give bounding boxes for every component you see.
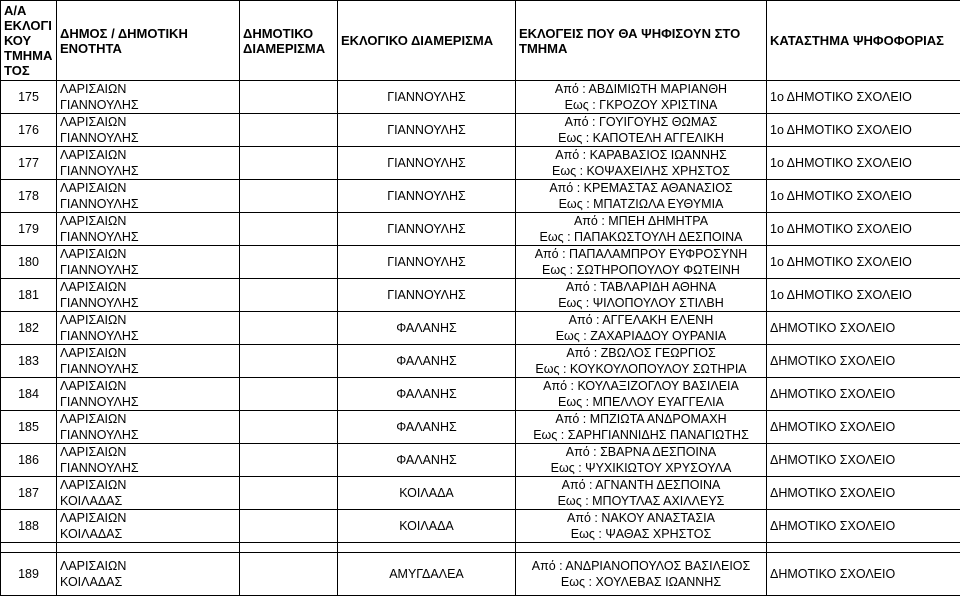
polling-station-cell: ΔΗΜΟΤΙΚΟ ΣΧΟΛΕΙΟ [767, 411, 960, 444]
polling-station-cell: ΔΗΜΟΤΙΚΟ ΣΧΟΛΕΙΟ [767, 444, 960, 477]
voters-to: Εως : ΜΠΑΤΖΙΩΛΑ ΕΥΘΥΜΙΑ [519, 196, 763, 212]
voters-from: Από : ΝΑΚΟΥ ΑΝΑΣΤΑΣΙΑ [519, 510, 763, 526]
municipality-name: ΛΑΡΙΣΑΙΩΝ [60, 558, 236, 574]
polling-station-cell: 1ο ΔΗΜΟΤΙΚΟ ΣΧΟΛΕΙΟ [767, 147, 960, 180]
voters-cell [516, 246, 767, 279]
municipal-district-cell [240, 114, 338, 147]
table-body [1, 81, 960, 543]
section-number: 184 [1, 378, 57, 411]
municipality-name: ΛΑΡΙΣΑΙΩΝ [60, 114, 236, 130]
voters-cell [516, 213, 767, 246]
municipal-district-cell [240, 444, 338, 477]
voters-from: Από : ΑΓΝΑΝΤΗ ΔΕΣΠΟΙΝΑ [519, 477, 763, 493]
municipal-district-cell [240, 180, 338, 213]
table-row [1, 147, 960, 180]
municipality-cell [57, 444, 240, 477]
header-aa [1, 1, 57, 81]
table-row [1, 444, 960, 477]
electoral-district-cell: ΦΑΛΑΝΗΣ [338, 411, 516, 444]
voters-cell [516, 411, 767, 444]
section-number: 183 [1, 345, 57, 378]
header-voters-line: ΤΜΗΜΑ [519, 41, 763, 56]
municipality-cell [57, 477, 240, 510]
municipal-district-cell [240, 345, 338, 378]
section-number: 189 [1, 553, 57, 596]
electoral-district-cell: ΓΙΑΝΝΟΥΛΗΣ [338, 147, 516, 180]
municipality-cell [57, 378, 240, 411]
header-municipality [57, 1, 240, 81]
voters-cell [516, 81, 767, 114]
table-row [1, 213, 960, 246]
header-aa-line: Α/Α [4, 3, 53, 18]
polling-station-cell: 1ο ΔΗΜΟΤΙΚΟ ΣΧΟΛΕΙΟ [767, 81, 960, 114]
municipal-unit-name: ΓΙΑΝΝΟΥΛΗΣ [60, 460, 236, 476]
voters-from: Από : ΠΑΠΑΛΑΜΠΡΟΥ ΕΥΦΡΟΣΥΝΗ [519, 246, 763, 262]
electoral-district-cell: ΚΟΙΛΑΔΑ [338, 510, 516, 543]
municipal-unit-name: ΓΙΑΝΝΟΥΛΗΣ [60, 229, 236, 245]
voters-from: Από : ΓΟΥΙΓΟΥΗΣ ΘΩΜΑΣ [519, 114, 763, 130]
voters-to: Εως : ΣΩΤΗΡΟΠΟΥΛΟΥ ΦΩΤΕΙΝΗ [519, 262, 763, 278]
municipal-unit-name: ΚΟΙΛΑΔΑΣ [60, 526, 236, 542]
section-number: 187 [1, 477, 57, 510]
voters-to: Εως : ΓΚΡΟΖΟΥ ΧΡΙΣΤΙΝΑ [519, 97, 763, 113]
polling-station-cell: 1ο ΔΗΜΟΤΙΚΟ ΣΧΟΛΕΙΟ [767, 246, 960, 279]
municipality-name: ΛΑΡΙΣΑΙΩΝ [60, 411, 236, 427]
voters-cell [516, 312, 767, 345]
municipality-name: ΛΑΡΙΣΑΙΩΝ [60, 378, 236, 394]
polling-station-cell: 1ο ΔΗΜΟΤΙΚΟ ΣΧΟΛΕΙΟ [767, 180, 960, 213]
section-number: 185 [1, 411, 57, 444]
municipal-unit-name: ΓΙΑΝΝΟΥΛΗΣ [60, 295, 236, 311]
table-row [1, 81, 960, 114]
spacer-row [1, 543, 960, 553]
table-row [1, 312, 960, 345]
municipal-unit-name: ΓΙΑΝΝΟΥΛΗΣ [60, 196, 236, 212]
polling-station-cell: ΔΗΜΟΤΙΚΟ ΣΧΟΛΕΙΟ [767, 378, 960, 411]
electoral-district-cell: ΓΙΑΝΝΟΥΛΗΣ [338, 81, 516, 114]
municipality-name: ΛΑΡΙΣΑΙΩΝ [60, 246, 236, 262]
section-number: 178 [1, 180, 57, 213]
municipality-name: ΛΑΡΙΣΑΙΩΝ [60, 312, 236, 328]
municipal-district-cell [240, 477, 338, 510]
header-polling-station: ΚΑΤΑΣΤΗΜΑ ΨΗΦΟΦΟΡΙΑΣ [767, 1, 960, 81]
voters-from: Από : ΣΒΑΡΝΑ ΔΕΣΠΟΙΝΑ [519, 444, 763, 460]
municipal-unit-name: ΓΙΑΝΝΟΥΛΗΣ [60, 262, 236, 278]
municipal-district-cell [240, 510, 338, 543]
electoral-district-cell: ΓΙΑΝΝΟΥΛΗΣ [338, 114, 516, 147]
header-aa-line: ΕΚΛΟΓΙ [4, 18, 53, 33]
voters-to: Εως : ΨΙΛΟΠΟΥΛΟΥ ΣΤΙΛΒΗ [519, 295, 763, 311]
section-number: 180 [1, 246, 57, 279]
municipal-unit-name: ΓΙΑΝΝΟΥΛΗΣ [60, 427, 236, 443]
municipal-unit-name: ΓΙΑΝΝΟΥΛΗΣ [60, 130, 236, 146]
section-number: 186 [1, 444, 57, 477]
voters-to: Εως : ΧΟΥΛΕΒΑΣ ΙΩΑΝΝΗΣ [519, 574, 763, 590]
municipal-district-cell [240, 378, 338, 411]
electoral-district-cell: ΦΑΛΑΝΗΣ [338, 345, 516, 378]
voters-from: Από : ΑΒΔΙΜΙΩΤΗ ΜΑΡΙΑΝΘΗ [519, 81, 763, 97]
section-number: 175 [1, 81, 57, 114]
voters-from: Από : ΖΒΩΛΟΣ ΓΕΩΡΓΙΟΣ [519, 345, 763, 361]
voters-to: Εως : ΚΑΠΟΤΕΛΗ ΑΓΓΕΛΙΚΗ [519, 130, 763, 146]
electoral-district-cell: ΓΙΑΝΝΟΥΛΗΣ [338, 213, 516, 246]
municipality-name: ΛΑΡΙΣΑΙΩΝ [60, 81, 236, 97]
voters-to: Εως : ΖΑΧΑΡΙΑΔΟΥ ΟΥΡΑΝΙΑ [519, 328, 763, 344]
municipality-name: ΛΑΡΙΣΑΙΩΝ [60, 345, 236, 361]
section-number: 188 [1, 510, 57, 543]
section-number: 181 [1, 279, 57, 312]
header-voters [516, 1, 767, 81]
voters-from: Από : ΑΝΔΡΙΑΝΟΠΟΥΛΟΣ ΒΑΣΙΛΕΙΟΣ [519, 558, 763, 574]
municipal-unit-name: ΚΟΙΛΑΔΑΣ [60, 493, 236, 509]
municipality-name: ΛΑΡΙΣΑΙΩΝ [60, 147, 236, 163]
section-number: 182 [1, 312, 57, 345]
municipality-cell [57, 213, 240, 246]
electoral-district-cell: ΦΑΛΑΝΗΣ [338, 312, 516, 345]
municipal-unit-name: ΓΙΑΝΝΟΥΛΗΣ [60, 97, 236, 113]
voters-from: Από : ΚΟΥΛΑΞΙΖΟΓΛΟΥ ΒΑΣΙΛΕΙΑ [519, 378, 763, 394]
voters-to: Εως : ΜΠΟΥΤΛΑΣ ΑΧΙΛΛΕΥΣ [519, 493, 763, 509]
municipality-name: ΛΑΡΙΣΑΙΩΝ [60, 180, 236, 196]
municipality-cell [57, 312, 240, 345]
municipality-name: ΛΑΡΙΣΑΙΩΝ [60, 444, 236, 460]
table-row [1, 553, 960, 596]
polling-station-cell: ΔΗΜΟΤΙΚΟ ΣΧΟΛΕΙΟ [767, 553, 960, 596]
header-municipal-district [240, 1, 338, 81]
voters-to: Εως : ΨΥΧΙΚΙΩΤΟΥ ΧΡΥΣΟΥΛΑ [519, 460, 763, 476]
municipal-unit-name: ΓΙΑΝΝΟΥΛΗΣ [60, 361, 236, 377]
voters-to: Εως : ΣΑΡΗΓΙΑΝΝΙΔΗΣ ΠΑΝΑΓΙΩΤΗΣ [519, 427, 763, 443]
section-number: 177 [1, 147, 57, 180]
municipality-cell [57, 114, 240, 147]
section-number: 179 [1, 213, 57, 246]
table-row [1, 279, 960, 312]
voters-cell [516, 444, 767, 477]
municipal-district-cell [240, 312, 338, 345]
voters-to: Εως : ΚΟΥΚΟΥΛΟΠΟΥΛΟΥ ΣΩΤΗΡΙΑ [519, 361, 763, 377]
voters-from: Από : ΚΑΡΑΒΑΣΙΟΣ ΙΩΑΝΝΗΣ [519, 147, 763, 163]
municipal-district-cell [240, 246, 338, 279]
municipal-unit-name: ΓΙΑΝΝΟΥΛΗΣ [60, 163, 236, 179]
municipal-district-cell [240, 553, 338, 596]
table-row [1, 345, 960, 378]
voters-from: Από : ΑΓΓΕΛΑΚΗ ΕΛΕΝΗ [519, 312, 763, 328]
header-municipality-line: ΕΝΟΤΗΤΑ [60, 41, 236, 56]
voters-cell [516, 510, 767, 543]
header-aa-line: ΤΜΗΜΑ [4, 48, 53, 63]
municipality-name: ΛΑΡΙΣΑΙΩΝ [60, 510, 236, 526]
voters-to: Εως : ΜΠΕΛΛΟΥ ΕΥΑΓΓΕΛΙΑ [519, 394, 763, 410]
electoral-district-cell: ΦΑΛΑΝΗΣ [338, 378, 516, 411]
header-aa-line: ΚΟΥ [4, 33, 53, 48]
header-voters-line: ΕΚΛΟΓΕΙΣ ΠΟΥ ΘΑ ΨΗΦΙΣΟΥΝ ΣΤΟ [519, 26, 763, 41]
polling-station-cell: 1ο ΔΗΜΟΤΙΚΟ ΣΧΟΛΕΙΟ [767, 114, 960, 147]
polling-station-cell: ΔΗΜΟΤΙΚΟ ΣΧΟΛΕΙΟ [767, 312, 960, 345]
polling-station-cell: 1ο ΔΗΜΟΤΙΚΟ ΣΧΟΛΕΙΟ [767, 279, 960, 312]
electoral-district-cell: ΓΙΑΝΝΟΥΛΗΣ [338, 246, 516, 279]
municipality-cell [57, 345, 240, 378]
municipal-district-cell [240, 147, 338, 180]
municipality-cell [57, 147, 240, 180]
municipal-district-cell [240, 279, 338, 312]
municipality-cell [57, 279, 240, 312]
table-row [1, 180, 960, 213]
municipal-unit-name: ΓΙΑΝΝΟΥΛΗΣ [60, 394, 236, 410]
municipal-district-cell [240, 411, 338, 444]
polling-station-cell: ΔΗΜΟΤΙΚΟ ΣΧΟΛΕΙΟ [767, 345, 960, 378]
section-number: 176 [1, 114, 57, 147]
polling-station-cell: ΔΗΜΟΤΙΚΟ ΣΧΟΛΕΙΟ [767, 477, 960, 510]
electoral-district-cell: ΓΙΑΝΝΟΥΛΗΣ [338, 279, 516, 312]
voters-from: Από : ΚΡΕΜΑΣΤΑΣ ΑΘΑΝΑΣΙΟΣ [519, 180, 763, 196]
header-municipality-line: ΔΗΜΟΣ / ΔΗΜΟΤΙΚΗ [60, 26, 236, 41]
header-municipal-district-line: ΔΗΜΟΤΙΚΟ [243, 26, 334, 41]
electoral-district-cell: ΓΙΑΝΝΟΥΛΗΣ [338, 180, 516, 213]
municipality-name: ΛΑΡΙΣΑΙΩΝ [60, 279, 236, 295]
voters-cell [516, 378, 767, 411]
table-row [1, 246, 960, 279]
voters-from: Από : ΜΠΖΙΩΤΑ ΑΝΔΡΟΜΑΧΗ [519, 411, 763, 427]
voters-cell [516, 180, 767, 213]
voters-to: Εως : ΠΑΠΑΚΩΣΤΟΥΛΗ ΔΕΣΠΟΙΝΑ [519, 229, 763, 245]
electoral-district-cell: ΚΟΙΛΑΔΑ [338, 477, 516, 510]
voters-cell [516, 553, 767, 596]
electoral-district-cell: ΦΑΛΑΝΗΣ [338, 444, 516, 477]
municipality-cell [57, 246, 240, 279]
municipality-cell [57, 81, 240, 114]
electoral-district-cell: ΑΜΥΓΔΑΛΕΑ [338, 553, 516, 596]
municipality-cell [57, 180, 240, 213]
municipality-cell [57, 553, 240, 596]
table-row [1, 114, 960, 147]
polling-station-cell: ΔΗΜΟΤΙΚΟ ΣΧΟΛΕΙΟ [767, 510, 960, 543]
municipal-district-cell [240, 213, 338, 246]
header-electoral-district: ΕΚΛΟΓΙΚΟ ΔΙΑΜΕΡΙΣΜΑ [338, 1, 516, 81]
voters-to: Εως : ΚΟΨΑΧΕΙΛΗΣ ΧΡΗΣΤΟΣ [519, 163, 763, 179]
header-row [1, 1, 960, 81]
polling-station-cell: 1ο ΔΗΜΟΤΙΚΟ ΣΧΟΛΕΙΟ [767, 213, 960, 246]
header-aa-line: ΤΟΣ [4, 63, 53, 78]
voters-cell [516, 114, 767, 147]
municipality-cell [57, 411, 240, 444]
voters-to: Εως : ΨΑΘΑΣ ΧΡΗΣΤΟΣ [519, 526, 763, 542]
municipality-cell [57, 510, 240, 543]
voters-from: Από : ΜΠΕΗ ΔΗΜΗΤΡΑ [519, 213, 763, 229]
voters-cell [516, 477, 767, 510]
table-row [1, 510, 960, 543]
municipality-name: ΛΑΡΙΣΑΙΩΝ [60, 477, 236, 493]
voters-cell [516, 345, 767, 378]
header-municipal-district-line: ΔΙΑΜΕΡΙΣΜΑ [243, 41, 334, 56]
voters-from: Από : ΤΑΒΛΑΡΙΔΗ ΑΘΗΝΑ [519, 279, 763, 295]
table-row [1, 477, 960, 510]
municipal-district-cell [240, 81, 338, 114]
municipality-name: ΛΑΡΙΣΑΙΩΝ [60, 213, 236, 229]
municipal-unit-name: ΓΙΑΝΝΟΥΛΗΣ [60, 328, 236, 344]
voters-cell [516, 279, 767, 312]
voters-cell [516, 147, 767, 180]
table-row [1, 411, 960, 444]
municipal-unit-name: ΚΟΙΛΑΔΑΣ [60, 574, 236, 590]
table-row [1, 378, 960, 411]
